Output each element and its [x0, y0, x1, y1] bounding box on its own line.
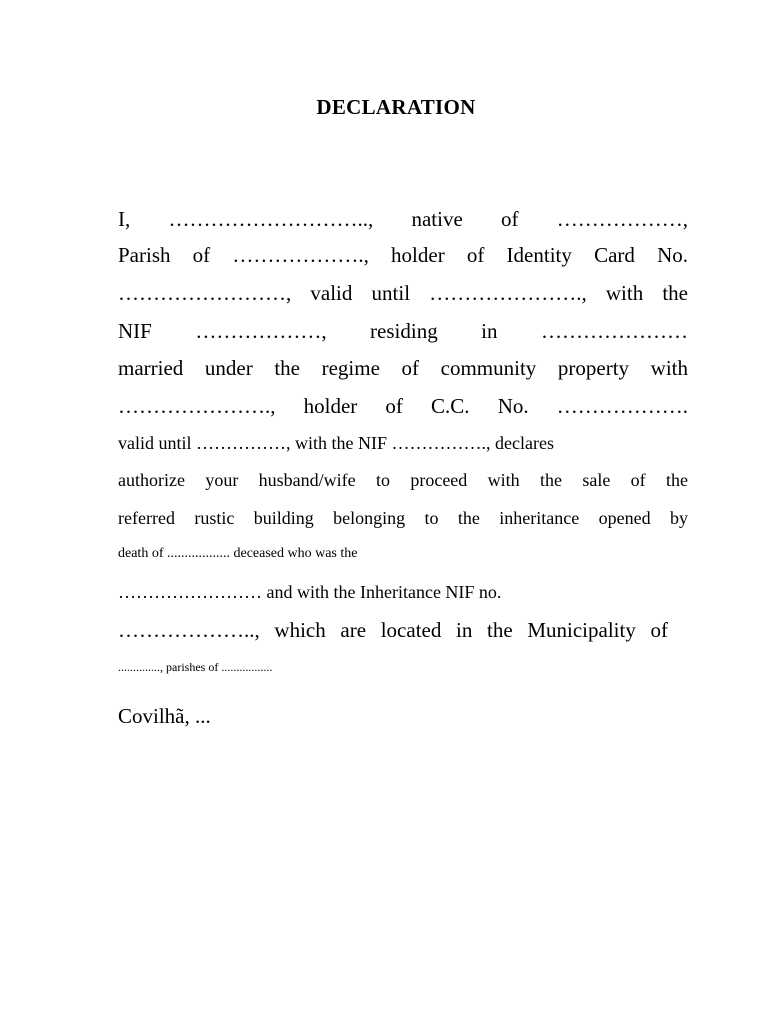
body-line-4: NIF ………………, residing in ………………… — [118, 319, 688, 343]
body-line-7: valid until ……………, with the NIF ……………., declares — [118, 433, 554, 453]
body-line-11: …………………… and with the Inheritance NIF no. — [118, 582, 502, 602]
body-line-13: .............., parishes of ................. — [118, 660, 273, 674]
place-date-line: Covilhã, ... — [118, 704, 211, 728]
body-line-10: death of .................. deceased who was the — [118, 546, 358, 561]
body-line-12: ……………….., which are located in the Municipality of — [118, 618, 668, 642]
body-line-9: referred rustic building belonging to the inheritance opened by — [118, 508, 688, 528]
body-line-1: I, ……………………….., native of ………………, — [118, 207, 688, 231]
body-line-2: Parish of ………………., holder of Identity Card No. — [118, 243, 688, 267]
document-title: DECLARATION — [316, 95, 476, 119]
body-line-6: …………………., holder of C.C. No. ………………. — [118, 394, 688, 418]
body-line-8: authorize your husband/wife to proceed with the sale of the — [118, 470, 688, 490]
body-line-3: ……………………, valid until …………………., with the — [118, 281, 688, 305]
body-line-5: married under the regime of community property with — [118, 356, 688, 380]
